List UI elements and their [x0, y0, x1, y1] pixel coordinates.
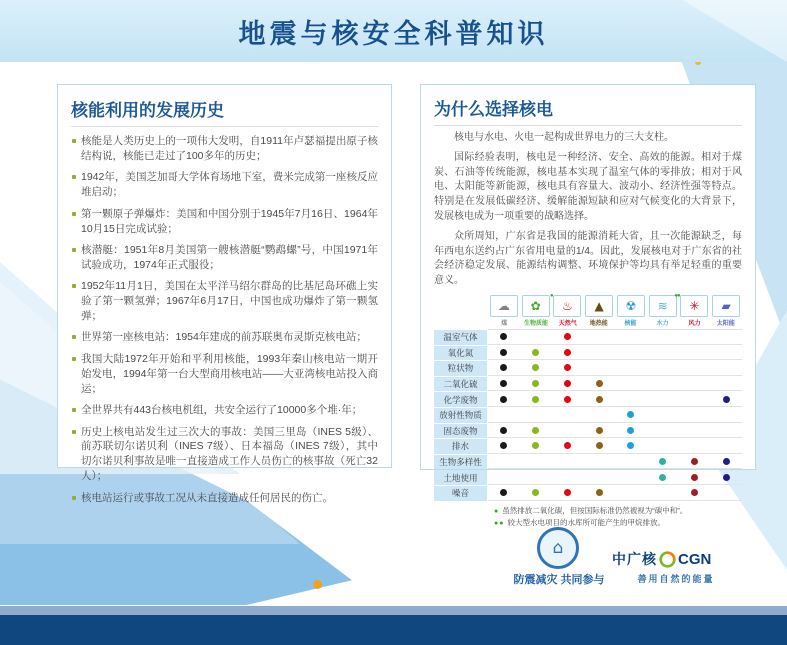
- impact-dot-skyblue: [627, 442, 634, 449]
- row-label: 化学废物: [434, 392, 487, 407]
- bullet-marker: [72, 430, 76, 434]
- dot-cell: [710, 392, 742, 406]
- impact-dot-navy: [723, 474, 730, 481]
- dot-cell: [520, 361, 552, 375]
- dot-cell: [520, 330, 552, 344]
- dot-cell: [520, 439, 552, 453]
- dot-cell: [710, 424, 742, 438]
- dot-cell: [552, 392, 584, 406]
- table-row: [434, 377, 742, 392]
- footnote-2-marker: ●●: [494, 520, 505, 527]
- dot-cell: [520, 392, 552, 406]
- dot-cell: [583, 346, 615, 360]
- impact-dot-black: [500, 427, 507, 434]
- impact-dot-skyblue: [627, 427, 634, 434]
- why-paragraph-3: 众所周知，广东省是我国的能源消耗大省，且一次能源缺乏，每年西电东送约占广东省用电量的1/4。因此，发展核电对于广东省的社会经济稳定发展、能源结构调整、环境保护等均具有举足轻重的重要意义。: [434, 230, 742, 287]
- dot-cell: [520, 408, 552, 422]
- dot-cell: [552, 455, 584, 469]
- dot-cell: [710, 455, 742, 469]
- dot-cell: [647, 330, 679, 344]
- table-row: [434, 330, 742, 345]
- impact-dot-green: [532, 364, 539, 371]
- dot-cell: [552, 346, 584, 360]
- column-label: 地热能: [590, 320, 609, 327]
- row-label: 噪音: [434, 486, 487, 501]
- why-paragraph-2: 国际经验表明，核电是一种经济、安全、高效的能源。相对于煤炭、石油等传统能源，核电基本实现了温室气体的零排放；相对于风电、太阳能等新能源，核电具有容量大、波动小、经济性强等特点。特别是在发展低碳经济、缓解能源短缺和应对气候变化的大背景下，发展核电成为一项重要的战略选择。: [434, 151, 742, 222]
- row-cells: [488, 424, 742, 439]
- natural-gas-icon: ♨: [561, 298, 573, 313]
- impact-dot-green: [532, 396, 539, 403]
- dot-cell: [552, 486, 584, 500]
- dot-cell: [583, 424, 615, 438]
- dot-cell: [583, 439, 615, 453]
- dot-cell: [710, 470, 742, 484]
- footnote-marker: ●: [550, 292, 553, 299]
- table-row: [434, 408, 742, 423]
- column-header-wind: [679, 295, 711, 327]
- bullet-marker: [72, 284, 76, 288]
- waves-icon: [649, 292, 680, 317]
- dot-cell: [488, 408, 520, 422]
- row-cells: [488, 330, 742, 345]
- history-panel: [57, 84, 392, 504]
- row-cells: [488, 392, 742, 407]
- cgn-swirl-icon: [659, 551, 676, 568]
- dot-cell: [710, 486, 742, 500]
- bullet-marker: [72, 212, 76, 216]
- dot-cell: [647, 392, 679, 406]
- dot-cell: [679, 361, 711, 375]
- dot-cell: [552, 377, 584, 391]
- dot-cell: [679, 439, 711, 453]
- dot-cell: [679, 424, 711, 438]
- dot-cell: [552, 470, 584, 484]
- impact-dot-black: [500, 349, 507, 356]
- table-row: [434, 424, 742, 439]
- dot-cell: [488, 346, 520, 360]
- dot-cell: [615, 361, 647, 375]
- dot-cell: [710, 361, 742, 375]
- impact-dot-green: [532, 442, 539, 449]
- impact-dot-green: [532, 380, 539, 387]
- impact-dot-red: [564, 364, 571, 371]
- dot-cell: [615, 439, 647, 453]
- impact-dot-navy: [723, 458, 730, 465]
- impact-dot-red: [564, 442, 571, 449]
- dot-cell: [520, 486, 552, 500]
- dot-cell: [647, 455, 679, 469]
- column-label: 核能: [624, 320, 637, 327]
- header-band: [0, 0, 787, 62]
- bullet-marker: [72, 175, 76, 179]
- why-nuclear-panel: [420, 84, 756, 527]
- history-item: [71, 425, 378, 485]
- history-item: [71, 491, 378, 506]
- dot-cell: [615, 346, 647, 360]
- why-nuclear-title: 为什么选择核电: [434, 95, 742, 126]
- row-cells: [488, 439, 742, 454]
- history-item-text: 核潜艇：1951年8月美国第一艘核潜艇“鹦鹉螺”号，中国1971年试验成功，1974年正式服役；: [81, 243, 378, 271]
- footnote-2: [494, 517, 742, 530]
- impact-dot-green: [532, 427, 539, 434]
- column-label: 风力: [688, 320, 701, 327]
- dot-cell: [647, 346, 679, 360]
- dot-cell: [552, 330, 584, 344]
- bullet-marker: [72, 248, 76, 252]
- dot-cell: [583, 330, 615, 344]
- footnote-1-marker: ●: [494, 507, 500, 515]
- dot-cell: [615, 408, 647, 422]
- impact-dot-black: [500, 442, 507, 449]
- dot-cell: [520, 455, 552, 469]
- impact-dot-darkred: [691, 474, 698, 481]
- dot-cell: [679, 408, 711, 422]
- history-item: [71, 207, 378, 237]
- row-cells: [488, 408, 742, 423]
- impact-dot-black: [500, 364, 507, 371]
- impact-dot-brown: [596, 489, 603, 496]
- dot-cell: [488, 377, 520, 391]
- dot-cell: [710, 346, 742, 360]
- impact-dot-brown: [596, 442, 603, 449]
- column-header-biomass: [520, 292, 553, 327]
- dot-cell: [647, 486, 679, 500]
- dot-cell: [583, 470, 615, 484]
- biomass-icon: [522, 292, 553, 317]
- row-label: 排水: [434, 439, 487, 454]
- column-label: 天然气: [558, 320, 577, 327]
- column-header-geothermal: [583, 295, 615, 327]
- energy-comparison-table: [434, 292, 742, 530]
- dot-cell: [710, 408, 742, 422]
- history-item-text: 核能是人类历史上的一项伟大发明，自1911年卢瑟福提出原子核结构说，核能已走过了100多年的历史；: [81, 135, 378, 162]
- row-cells: [488, 455, 742, 470]
- dot-cell: [679, 486, 711, 500]
- row-label: 固态废物: [434, 424, 487, 439]
- row-cells: [488, 486, 742, 501]
- column-header-coal: [488, 295, 520, 327]
- column-header-nuclear: [615, 295, 647, 327]
- row-label: 二氧化硫: [434, 377, 487, 392]
- dot-cell: [488, 439, 520, 453]
- dot-cell: [647, 408, 679, 422]
- table-row: [434, 470, 742, 485]
- dot-cell: [583, 486, 615, 500]
- row-cells: [488, 377, 742, 392]
- dot-cell: [647, 377, 679, 391]
- dot-cell: [615, 470, 647, 484]
- bullet-marker: [72, 496, 76, 500]
- table-row: [434, 361, 742, 376]
- volcano-icon: [585, 295, 613, 317]
- table-body: [434, 330, 742, 501]
- dot-cell: [710, 330, 742, 344]
- impact-dot-green: [532, 349, 539, 356]
- footnote-1-text: 虽然排放二氧化碳，但按国际标准仍然被视为“碳中和”。: [502, 505, 688, 515]
- dot-cell: [615, 486, 647, 500]
- bullet-marker: [72, 357, 76, 361]
- footnote-marker: ●●: [674, 292, 680, 299]
- impact-dot-black: [500, 489, 507, 496]
- dot-cell: [520, 346, 552, 360]
- earthquake-slogan: 防震减灾 共同参与: [513, 574, 605, 586]
- impact-dot-red: [564, 349, 571, 356]
- column-label: 太阳能: [717, 320, 736, 327]
- impact-dot-red: [564, 396, 571, 403]
- biomass-icon: ✿: [530, 298, 541, 313]
- history-item: [71, 330, 378, 345]
- row-label: 粒状物: [434, 361, 487, 376]
- dot-cell: [488, 392, 520, 406]
- history-item-text: 1952年11月1日，美国在太平洋马绍尔群岛的比基尼岛环礁上实验了第一颗氢弹；1967年6月17日，中国也成功爆炸了第一颗氢弹；: [81, 280, 378, 323]
- dot-cell: [679, 377, 711, 391]
- atom-icon: ☢: [625, 298, 637, 313]
- bullet-marker: [72, 335, 76, 339]
- impact-dot-teal: [659, 458, 666, 465]
- table-header: [488, 292, 742, 330]
- history-item-text: 1942年，美国芝加哥大学体育场地下室，费米完成第一座核反应堆启动；: [81, 171, 378, 199]
- row-cells: [488, 361, 742, 376]
- coal-icon: ☁: [497, 298, 510, 313]
- history-item: [71, 134, 378, 164]
- coal-icon: [490, 295, 518, 317]
- dot-cell: [679, 346, 711, 360]
- impact-dot-navy: [723, 396, 730, 403]
- dot-cell: [552, 361, 584, 375]
- row-label: 氧化氮: [434, 346, 487, 361]
- footnote-1: [494, 505, 742, 518]
- house-icon: ⌂: [552, 537, 564, 558]
- dot-cell: [520, 377, 552, 391]
- dot-cell: [679, 392, 711, 406]
- dot-cell: [679, 330, 711, 344]
- windmill-icon: [680, 295, 708, 317]
- impact-dot-black: [500, 396, 507, 403]
- impact-dot-red: [564, 380, 571, 387]
- deco-header-wedge: [637, 0, 787, 62]
- volcano-icon: ▲: [594, 298, 604, 313]
- column-header-solar: [710, 295, 742, 327]
- waves-icon: ≋: [657, 298, 668, 313]
- dot-cell: [647, 424, 679, 438]
- dot-cell: [488, 424, 520, 438]
- footer-steel-strip: [0, 606, 787, 615]
- why-paragraph-1: 核电与水电、火电一起构成世界电力的三大支柱。: [454, 132, 674, 143]
- dot-cell: [615, 455, 647, 469]
- dot-cell: [679, 455, 711, 469]
- dot-cell: [647, 439, 679, 453]
- history-item: [71, 170, 378, 200]
- cgn-english-name: CGN: [678, 550, 712, 568]
- row-label: 放射性物质: [434, 408, 487, 423]
- impact-dot-darkred: [691, 489, 698, 496]
- column-label: 水力: [656, 320, 669, 327]
- windmill-icon: ✳: [689, 298, 700, 313]
- row-cells: [488, 346, 742, 361]
- cgn-tagline: 善用自然的能量: [637, 574, 715, 584]
- page-title: 地震与核安全科普知识: [238, 18, 549, 49]
- table-footnotes: [434, 505, 742, 530]
- history-item-text: 我国大陆1972年开始和平利用核能，1993年秦山核电站一期开始发电，1994年第一台大型商用核电站——大亚湾核电站投入商运；: [81, 352, 378, 395]
- history-item: [71, 243, 378, 273]
- dot-cell: [552, 408, 584, 422]
- row-cells: [488, 470, 742, 485]
- table-row: [434, 439, 742, 454]
- row-label: 温室气体: [434, 330, 487, 345]
- impact-dot-red: [564, 489, 571, 496]
- dot-cell: [710, 377, 742, 391]
- dot-cell: [583, 455, 615, 469]
- solar-panel-icon: ▰: [721, 298, 731, 313]
- dot-cell: [488, 486, 520, 500]
- cgn-logo: [612, 549, 711, 569]
- dot-cell: [615, 392, 647, 406]
- history-item: [71, 279, 378, 324]
- dot-cell: [583, 361, 615, 375]
- impact-dot-brown: [596, 396, 603, 403]
- dot-cell: [583, 408, 615, 422]
- dot-cell: [615, 377, 647, 391]
- dot-cell: [488, 455, 520, 469]
- table-row: [434, 486, 742, 501]
- column-header-hydro: [647, 292, 680, 327]
- history-item: [71, 352, 378, 397]
- history-item-text: 历史上核电站发生过三次大的事故：美国三里岛（INES 5级）、前苏联切尔诺贝利（INES 7级）、日本福岛（INES 7级），其中切尔诺贝利事故是唯一直接造成工作人员伤亡的核事故（死亡32人）；: [81, 425, 378, 483]
- table-row: [434, 392, 742, 407]
- dot-cell: [679, 470, 711, 484]
- row-label: 土地使用: [434, 470, 487, 485]
- natural-gas-icon: [553, 295, 581, 317]
- column-label: 煤: [500, 320, 507, 327]
- impact-dot-green: [532, 489, 539, 496]
- dot-cell: [488, 470, 520, 484]
- impact-dot-black: [500, 380, 507, 387]
- deco-orange-dot: [313, 580, 322, 589]
- dot-cell: [520, 424, 552, 438]
- dot-cell: [552, 439, 584, 453]
- dot-cell: [552, 424, 584, 438]
- bullet-marker: [72, 408, 76, 412]
- history-item-text: 世界第一座核电站：1954年建成的前苏联奥布灵斯克核电站；: [81, 331, 367, 344]
- impact-dot-teal: [659, 474, 666, 481]
- dot-cell: [488, 330, 520, 344]
- earthquake-agency-logo: [537, 527, 579, 569]
- dot-cell: [583, 377, 615, 391]
- history-panel-title: 核能利用的发展历史: [71, 96, 378, 127]
- column-header-gas: [550, 292, 584, 327]
- footnote-2-text: 较大型水电项目的水库所可能产生的甲烷排放。: [507, 518, 665, 527]
- dot-cell: [647, 361, 679, 375]
- dot-cell: [615, 424, 647, 438]
- history-item-text: 全世界共有443台核电机组，共安全运行了10000多个堆·年；: [81, 404, 363, 417]
- history-list: [71, 134, 378, 506]
- table-row: [434, 346, 742, 361]
- history-item: [71, 403, 378, 418]
- table-row: [434, 455, 742, 470]
- impact-dot-brown: [596, 427, 603, 434]
- dot-cell: [647, 470, 679, 484]
- dot-cell: [583, 392, 615, 406]
- row-label: 生物多样性: [434, 455, 487, 470]
- dot-cell: [615, 330, 647, 344]
- impact-dot-black: [500, 333, 507, 340]
- history-item-text: 第一颗原子弹爆炸：美国和中国分别于1945年7月16日、1964年10月15日完成试验；: [81, 207, 378, 235]
- impact-dot-darkred: [691, 458, 698, 465]
- cgn-chinese-name: 中广核: [612, 551, 657, 567]
- impact-dot-brown: [596, 380, 603, 387]
- dot-cell: [488, 361, 520, 375]
- atom-icon: [617, 295, 645, 317]
- impact-dot-red: [564, 333, 571, 340]
- footer-navy-band: [0, 615, 787, 645]
- dot-cell: [710, 439, 742, 453]
- dot-cell: [520, 470, 552, 484]
- bullet-marker: [72, 139, 76, 143]
- column-label: 生物质能: [523, 320, 548, 327]
- history-item-text: 核电站运行或事故工况从未直接造成任何居民的伤亡。: [81, 491, 333, 504]
- impact-dot-skyblue: [627, 411, 634, 418]
- solar-panel-icon: [712, 295, 740, 317]
